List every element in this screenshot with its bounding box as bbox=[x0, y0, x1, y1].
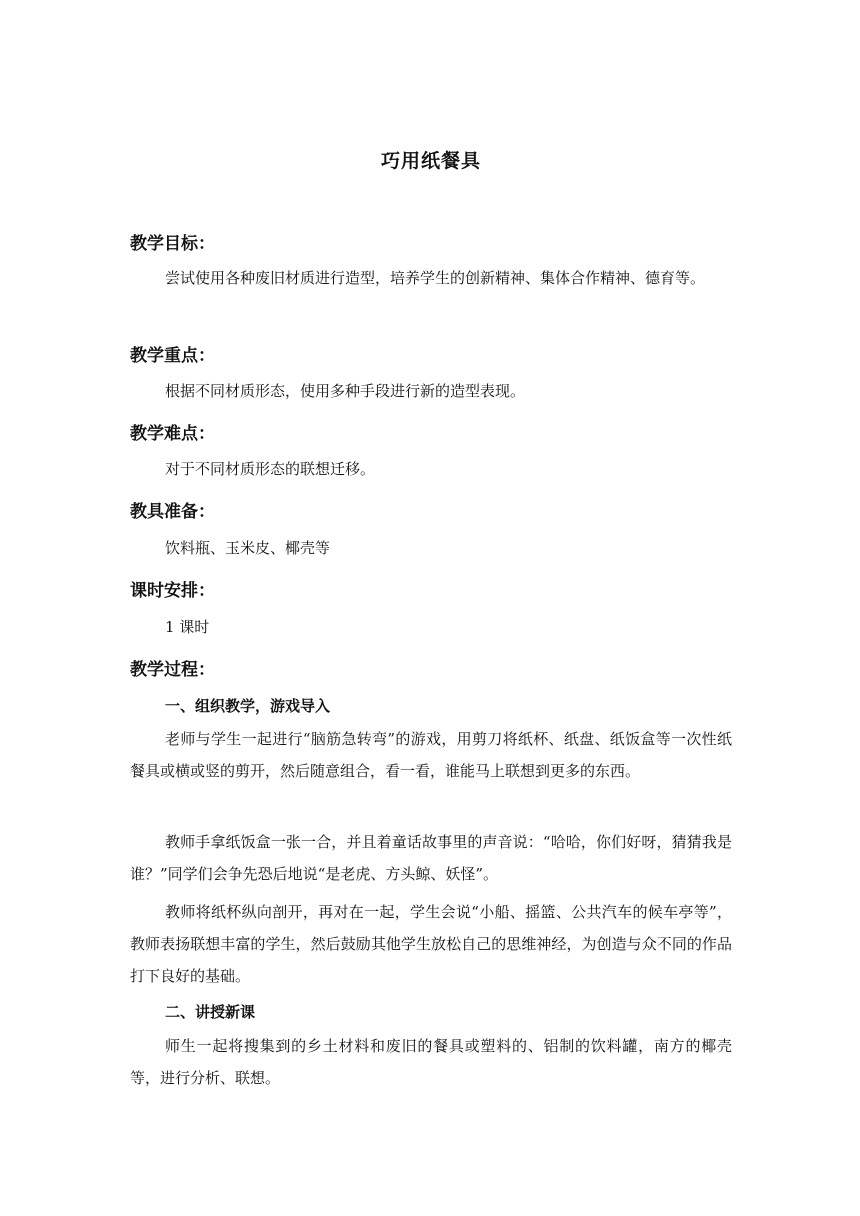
process-heading: 教学过程： bbox=[130, 660, 215, 680]
process-part1-title: 一、组织教学，游戏导入 bbox=[165, 697, 331, 715]
goal-heading: 教学目标： bbox=[130, 234, 215, 254]
page-title: 巧用纸餐具 bbox=[380, 150, 481, 172]
schedule-heading: 课时安排： bbox=[130, 581, 215, 601]
key-text: 根据不同材质形态，使用多种手段进行新的造型表现。 bbox=[165, 382, 526, 400]
difficulty-heading: 教学难点： bbox=[130, 424, 215, 444]
goal-text: 尝试使用各种废旧材质进行造型，培养学生的创新精神、集体合作精神、德育等。 bbox=[165, 269, 706, 287]
process-part2-title: 二、讲授新课 bbox=[165, 1003, 256, 1021]
process-part1-paragraph: 教师将纸杯纵向剖开，再对在一起，学生会说“小船、摇篮、公共汽车的候车亭等”，教师表扬联想丰富的学生，然后鼓励其他学生放松自己的思维神经，为创造与众不同的作品打下良好的基础。 bbox=[130, 903, 732, 985]
process-part1-paragraph: 教师手拿纸饭盒一张一合，并且着童话故事里的声音说：“哈哈，你们好呀，猜猜我是谁？”同学们会争先恐后地说“是老虎、方头鲸、妖怪”。 bbox=[130, 833, 732, 883]
materials-heading: 教具准备： bbox=[130, 502, 215, 522]
process-part1-paragraph: 老师与学生一起进行“脑筋急转弯”的游戏，用剪刀将纸杯、纸盘、纸饭盒等一次性纸餐具或横或竖的剪开，然后随意组合，看一看，谁能马上联想到更多的东西。 bbox=[130, 730, 732, 780]
process-part2-paragraph: 师生一起将搜集到的乡土材料和废旧的餐具或塑料的、铝制的饮料罐，南方的椰壳等，进行分析、联想。 bbox=[130, 1037, 732, 1087]
schedule-text: 1 课时 bbox=[165, 618, 210, 636]
key-heading: 教学重点： bbox=[130, 346, 215, 366]
materials-text: 饮料瓶、玉米皮、椰壳等 bbox=[165, 539, 331, 557]
difficulty-text: 对于不同材质形态的联想迁移。 bbox=[165, 460, 376, 478]
